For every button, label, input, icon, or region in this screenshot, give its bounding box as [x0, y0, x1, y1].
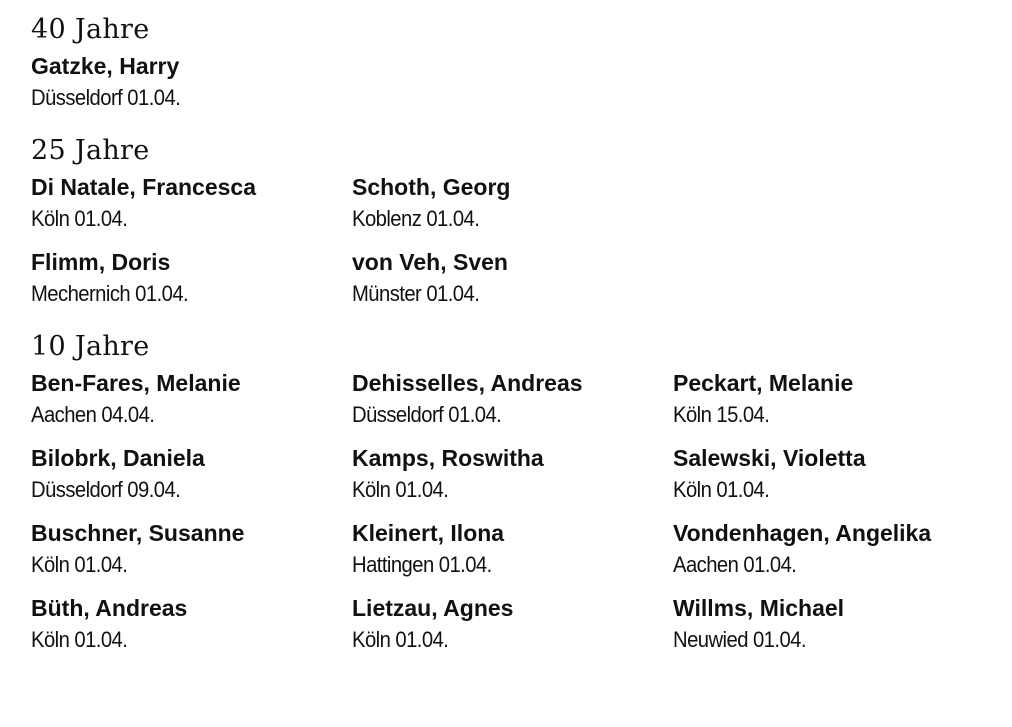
entry: [31, 368, 352, 430]
entry-place-date: Münster 01.04.: [352, 281, 480, 306]
entry-name: Flimm, Doris: [31, 249, 171, 275]
anniversary-list: [31, 12, 991, 655]
entry-name: Kamps, Roswitha: [352, 445, 544, 471]
entry-name: Kleinert, Ilona: [352, 520, 505, 546]
entry: [31, 443, 352, 505]
entry-name: Peckart, Melanie: [673, 370, 854, 396]
entry: [31, 247, 352, 309]
entry: [352, 172, 673, 234]
entry: [352, 518, 673, 580]
entry: [673, 593, 994, 655]
entry-name: Willms, Michael: [673, 595, 845, 621]
entry: [31, 51, 352, 113]
entry-name: Salewski, Violetta: [673, 445, 866, 471]
entry-place-date: Düsseldorf 01.04.: [352, 402, 502, 427]
entry: [352, 443, 673, 505]
entry-name: Schoth, Georg: [352, 174, 511, 200]
entry-name: Lietzau, Agnes: [352, 595, 514, 621]
entry-place-date: Köln 01.04.: [31, 206, 128, 231]
entry-name: Dehisselles, Andreas: [352, 370, 583, 396]
entry-place-date: Koblenz 01.04.: [352, 206, 480, 231]
entry-grid: [31, 51, 991, 113]
entry-place-date: Hattingen 01.04.: [352, 552, 492, 577]
entry-name: Di Natale, Francesca: [31, 174, 257, 200]
entry-name: Gatzke, Harry: [31, 53, 180, 79]
entry-place-date: Düsseldorf 09.04.: [31, 477, 181, 502]
entry: [673, 518, 994, 580]
section-40-years: [31, 12, 991, 113]
entry: [31, 593, 352, 655]
section-10-years: [31, 329, 991, 655]
entry-name: Buschner, Susanne: [31, 520, 245, 546]
entry: [673, 443, 994, 505]
entry-grid: [31, 368, 991, 655]
entry-name: Ben-Fares, Melanie: [31, 370, 241, 396]
entry-place-date: Köln 01.04.: [352, 627, 449, 652]
entry: [31, 172, 352, 234]
entry-place-date: Neuwied 01.04.: [673, 627, 806, 652]
entry-place-date: Düsseldorf 01.04.: [31, 85, 181, 110]
entry-grid: [31, 172, 991, 309]
entry-place-date: Köln 01.04.: [31, 552, 128, 577]
entry: [352, 247, 673, 309]
entry-place-date: Aachen 04.04.: [31, 402, 155, 427]
entry: [31, 518, 352, 580]
section-heading: 10 Jahre: [31, 331, 150, 362]
section-heading: 25 Jahre: [31, 135, 150, 166]
entry-name: von Veh, Sven: [352, 249, 508, 275]
section-25-years: [31, 133, 991, 309]
entry-place-date: Köln 01.04.: [352, 477, 449, 502]
entry-name: Bilobrk, Daniela: [31, 445, 205, 471]
entry-place-date: Aachen 01.04.: [673, 552, 797, 577]
section-heading: 40 Jahre: [31, 14, 150, 45]
entry-place-date: Köln 15.04.: [673, 402, 770, 427]
entry: [673, 368, 994, 430]
entry-place-date: Köln 01.04.: [673, 477, 770, 502]
entry: [352, 593, 673, 655]
entry-place-date: Köln 01.04.: [31, 627, 128, 652]
entry-place-date: Mechernich 01.04.: [31, 281, 189, 306]
entry-name: Vondenhagen, Angelika: [673, 520, 932, 546]
entry: [352, 368, 673, 430]
entry-name: Büth, Andreas: [31, 595, 188, 621]
